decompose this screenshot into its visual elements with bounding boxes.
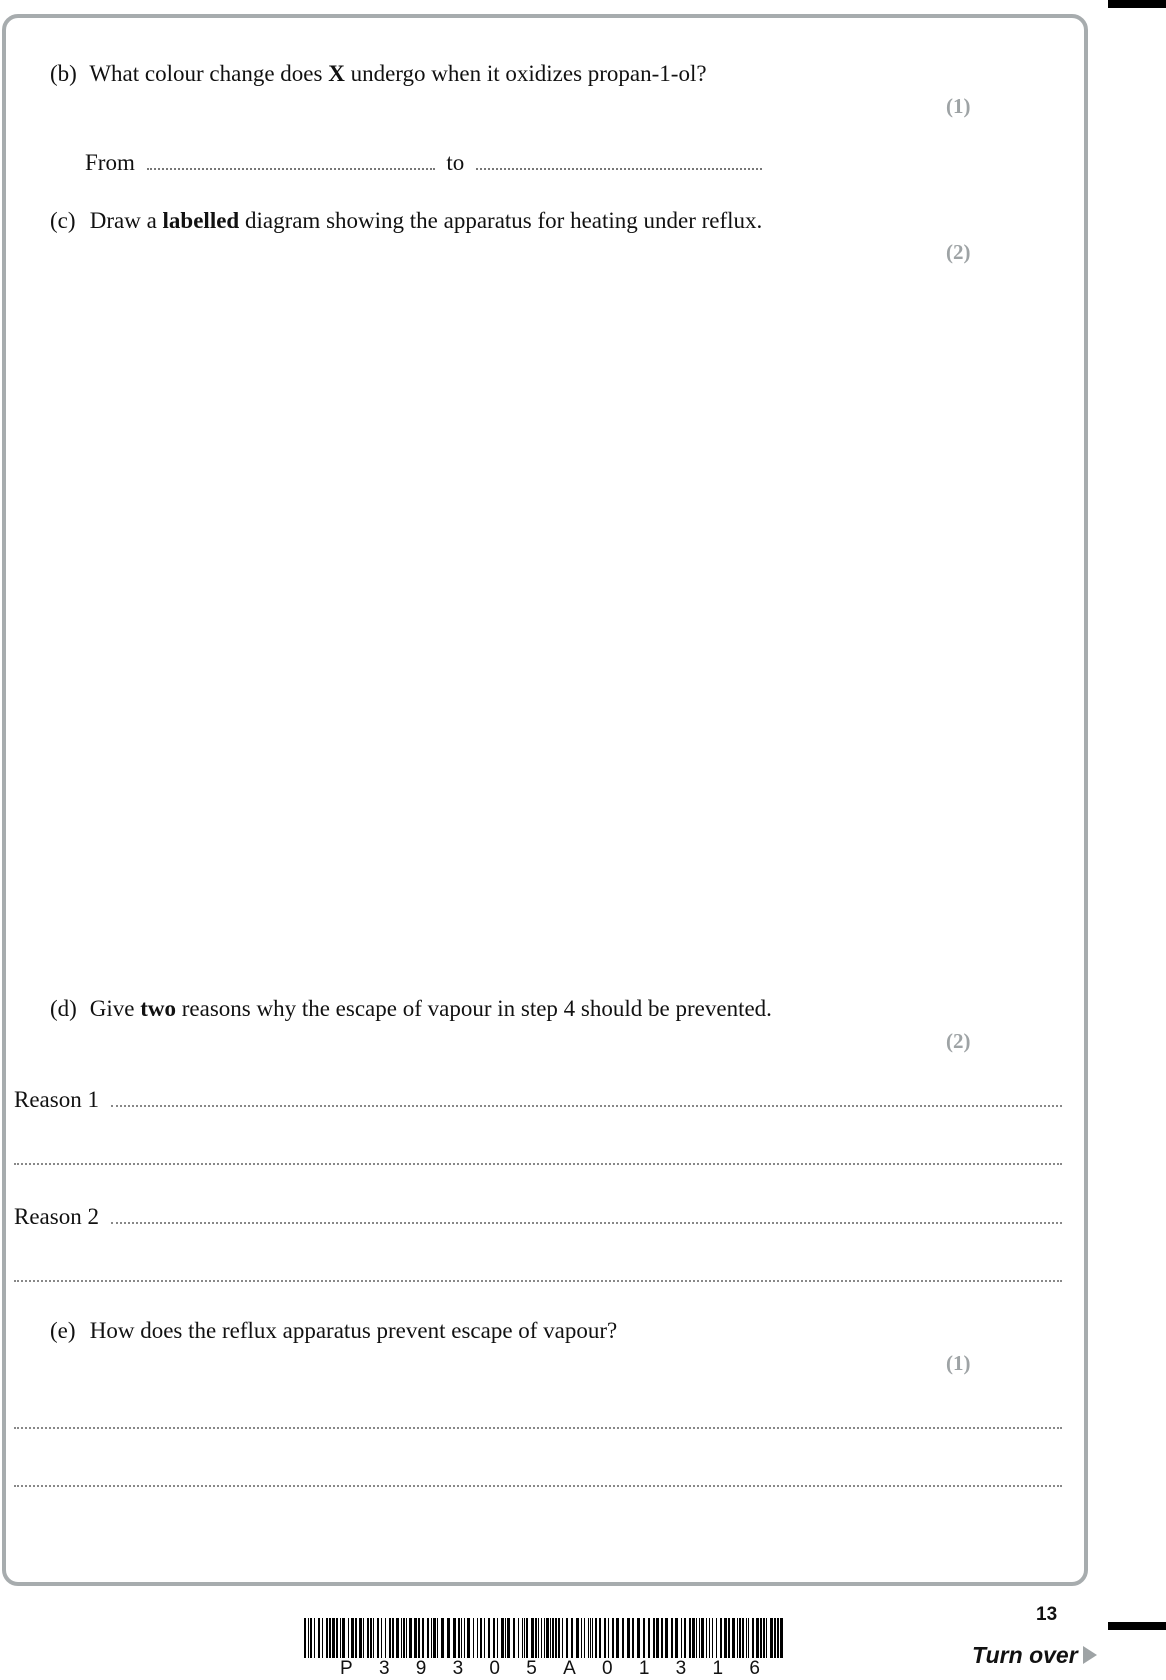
barcode-bar: [497, 1618, 498, 1658]
barcode-bar: [612, 1618, 614, 1658]
colour-change-answer: [85, 150, 768, 176]
barcode-bar: [403, 1618, 405, 1658]
turn-over-label: Turn over: [972, 1642, 1078, 1668]
barcode-bar: [592, 1618, 593, 1658]
barcode-bar: [653, 1618, 655, 1658]
barcode-bar: [627, 1618, 630, 1658]
question-e: [50, 1318, 617, 1344]
barcode-bar: [480, 1618, 482, 1658]
barcode-bar: [348, 1618, 349, 1658]
barcode-bar: [447, 1618, 450, 1658]
barcode-char: 1: [712, 1658, 724, 1679]
barcode-bar: [473, 1618, 474, 1658]
barcode-bar: [524, 1618, 525, 1658]
barcode-bar: [409, 1618, 412, 1658]
barcode-bar: [427, 1618, 429, 1658]
reason-1-answer-line[interactable]: [111, 1105, 1062, 1107]
barcode-bar: [742, 1618, 744, 1658]
barcode-char: 5: [526, 1658, 537, 1679]
barcode-bar: [550, 1618, 551, 1658]
barcode-bar: [706, 1618, 707, 1658]
barcode-bar: [355, 1618, 357, 1658]
barcode-bar: [746, 1618, 747, 1658]
barcode-bar: [675, 1618, 678, 1658]
barcode-bar: [538, 1618, 539, 1658]
barcode-bar: [724, 1618, 727, 1658]
question-c-text-pre: Draw a: [89, 208, 163, 233]
question-d-text-bold: two: [140, 996, 176, 1021]
barcode-bar: [720, 1618, 722, 1658]
barcode-bar: [304, 1618, 306, 1658]
barcode-bar: [555, 1618, 557, 1658]
barcode-bar: [431, 1618, 432, 1658]
question-c-text-bold: labelled: [162, 208, 240, 233]
turn-over-arrow-icon: [1083, 1646, 1097, 1664]
barcode-bar: [522, 1618, 523, 1658]
barcode-bar: [712, 1618, 713, 1658]
question-b-text-bold: X: [328, 61, 345, 86]
barcode-bar: [414, 1618, 417, 1658]
barcode-bar: [701, 1618, 704, 1658]
barcode-bar: [401, 1618, 402, 1658]
barcode-bar: [513, 1618, 515, 1658]
barcode-bar: [616, 1618, 619, 1658]
barcode-bar: [461, 1618, 462, 1658]
barcode-bar: [518, 1618, 519, 1658]
barcode-bar: [608, 1618, 609, 1658]
question-c: [50, 208, 762, 234]
barcode-bar: [501, 1618, 504, 1658]
barcode-bar: [441, 1618, 444, 1658]
barcode-bar: [648, 1618, 650, 1658]
barcode-bar: [689, 1618, 691, 1658]
barcode-bar: [546, 1618, 549, 1658]
barcode-bar: [558, 1618, 560, 1658]
barcode-bar: [433, 1618, 436, 1658]
barcode-bar: [566, 1618, 568, 1658]
barcode-bar: [370, 1618, 372, 1658]
to-answer-field[interactable]: [476, 166, 762, 170]
question-e-answer-line-2[interactable]: [14, 1485, 1062, 1487]
question-c-letter: (c): [50, 208, 76, 233]
barcode-bar: [531, 1618, 534, 1658]
question-d-marks: (2): [946, 1029, 971, 1053]
question-b-marks: (1): [946, 94, 971, 118]
barcode-bar: [493, 1618, 495, 1658]
barcode-bar: [477, 1618, 478, 1658]
question-b-text-post: undergo when it oxidizes propan-1-ol?: [344, 61, 707, 86]
barcode-bar: [599, 1618, 601, 1658]
barcode-bar: [760, 1618, 762, 1658]
barcode-bar: [665, 1618, 668, 1658]
barcode-bar: [581, 1618, 582, 1658]
barcode-bar: [484, 1618, 485, 1658]
barcode-bar: [737, 1618, 738, 1658]
barcode-bar: [363, 1618, 364, 1658]
barcode-bar: [728, 1618, 730, 1658]
barcode-bar: [458, 1618, 460, 1658]
question-b-text-pre: What colour change does: [89, 61, 329, 86]
barcode-bar: [643, 1618, 645, 1658]
barcode-bar: [716, 1618, 717, 1658]
barcode-bar: [373, 1618, 374, 1658]
question-b: [50, 61, 707, 87]
barcode-bar: [367, 1618, 369, 1658]
barcode-bar: [389, 1618, 391, 1658]
barcode-bar: [535, 1618, 537, 1658]
barcode-bar: [541, 1618, 542, 1658]
from-answer-field[interactable]: [147, 166, 435, 170]
question-d-letter: (d): [50, 996, 77, 1021]
barcode-bar: [322, 1618, 323, 1658]
barcode-bar: [359, 1618, 362, 1658]
barcode-char: 0: [489, 1658, 500, 1679]
barcode-bar: [622, 1618, 624, 1658]
barcode-char: P: [340, 1658, 353, 1679]
barcode-bar: [571, 1618, 573, 1658]
barcode-bar: [544, 1618, 545, 1658]
barcode-bar: [377, 1618, 379, 1658]
barcode-bar: [595, 1618, 597, 1658]
barcode-bar: [507, 1618, 510, 1658]
barcode-bar: [671, 1618, 673, 1658]
reason-1-answer-line-2[interactable]: [14, 1163, 1062, 1165]
barcode-bar: [709, 1618, 710, 1658]
question-e-answer-line-1[interactable]: [14, 1427, 1062, 1429]
barcode-bar: [604, 1618, 606, 1658]
barcode-char: A: [563, 1658, 576, 1679]
barcode-bar: [684, 1618, 686, 1658]
diagram-drawing-area[interactable]: [40, 250, 1040, 980]
barcode-bar: [406, 1618, 407, 1658]
page-number: 13: [1036, 1604, 1058, 1625]
barcode-bar: [326, 1618, 328, 1658]
barcode-char: 0: [602, 1658, 613, 1679]
to-label: to: [446, 150, 465, 175]
barcode-bar: [756, 1618, 759, 1658]
barcode-bar: [699, 1618, 700, 1658]
question-d-text-post: reasons why the escape of vapour in step 4 should be prevented.: [176, 996, 772, 1021]
barcode-bar: [692, 1618, 695, 1658]
barcode-bar: [696, 1618, 697, 1658]
barcode-bar: [314, 1618, 315, 1658]
barcode-bar: [656, 1618, 659, 1658]
question-b-letter: (b): [50, 61, 77, 86]
reason-2-label: Reason 2: [14, 1204, 99, 1229]
barcode-bar: [336, 1618, 338, 1658]
barcode-text: [340, 1658, 760, 1680]
reason-2-answer-line-2[interactable]: [14, 1280, 1062, 1282]
barcode-bar: [308, 1618, 309, 1658]
question-e-letter: (e): [50, 1318, 76, 1343]
barcode-bar: [584, 1618, 585, 1658]
barcode-bar: [777, 1618, 779, 1658]
barcode-char: 3: [452, 1658, 464, 1679]
barcode-bar: [437, 1618, 438, 1658]
reason-2-answer-line[interactable]: [111, 1222, 1062, 1224]
question-c-marks: (2): [946, 240, 971, 264]
barcode-bar: [562, 1618, 563, 1658]
barcode-bar: [588, 1618, 589, 1658]
barcode-bar: [488, 1618, 490, 1658]
barcode-bar: [332, 1618, 335, 1658]
edge-mark-bottom: [1108, 1622, 1166, 1630]
barcode-bar: [770, 1618, 773, 1658]
barcode-char: 1: [638, 1658, 650, 1679]
barcode-bar: [752, 1618, 754, 1658]
barcode-bar: [385, 1618, 386, 1658]
edge-mark-top: [1108, 0, 1166, 8]
barcode-bar: [318, 1618, 320, 1658]
barcode-bar: [422, 1618, 424, 1658]
from-label: From: [85, 150, 135, 175]
barcode-bar: [381, 1618, 382, 1658]
barcode-char: 3: [675, 1658, 687, 1679]
question-e-marks: (1): [946, 1351, 971, 1375]
question-c-text-post: diagram showing the apparatus for heating under reflux.: [239, 208, 763, 233]
barcode-bar: [396, 1618, 399, 1658]
barcode-bar: [763, 1618, 765, 1658]
barcode-bar: [467, 1618, 470, 1658]
barcode-char: 9: [415, 1658, 427, 1679]
barcode-bar: [464, 1618, 465, 1658]
question-d: [50, 996, 772, 1022]
barcode-bar: [340, 1618, 341, 1658]
barcode-char: 3: [378, 1658, 390, 1679]
barcode-bar: [637, 1618, 640, 1658]
barcode-bar: [418, 1618, 420, 1658]
reason-1-label: Reason 1: [14, 1087, 99, 1112]
barcode-bar: [766, 1618, 767, 1658]
barcode-char: 6: [749, 1658, 760, 1679]
barcode-bar: [632, 1618, 634, 1658]
barcode-bar: [681, 1618, 682, 1658]
barcode-bar: [661, 1618, 663, 1658]
barcode-bar: [505, 1618, 506, 1658]
question-e-text: How does the reflux apparatus prevent escape of vapour?: [89, 1318, 618, 1343]
barcode-bar: [329, 1618, 331, 1658]
barcode-bar: [739, 1618, 741, 1658]
barcode-bar: [392, 1618, 394, 1658]
barcode-bar: [780, 1618, 783, 1658]
barcode-bar: [342, 1618, 345, 1658]
question-d-text-pre: Give: [89, 996, 141, 1021]
barcode-bar: [351, 1618, 354, 1658]
barcode-bar: [552, 1618, 554, 1658]
barcode-bar: [310, 1618, 312, 1658]
barcode-bar: [576, 1618, 579, 1658]
barcode-bar: [748, 1618, 749, 1658]
barcode-bar: [526, 1618, 528, 1658]
barcode-bar: [453, 1618, 456, 1658]
barcode-bar: [732, 1618, 735, 1658]
barcode-bar: [590, 1618, 591, 1658]
barcode-bar: [774, 1618, 776, 1658]
